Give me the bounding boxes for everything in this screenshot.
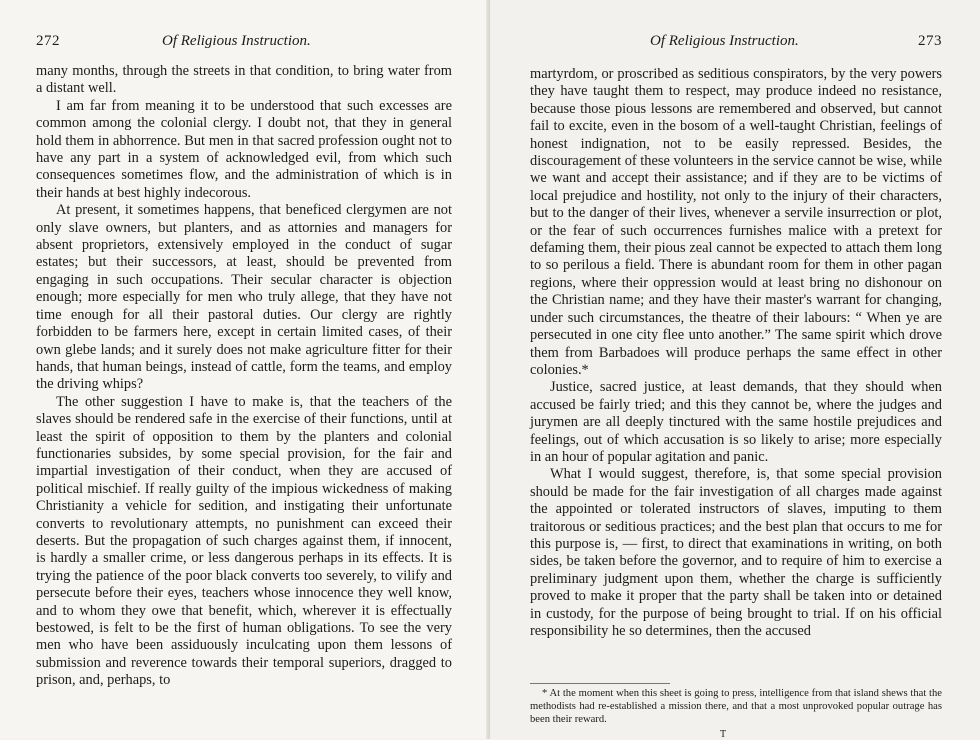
page-number: 272 [36, 33, 60, 49]
paragraph: Justice, sacred justice, at least demands, that they should when accused be fairly tried; and this they cannot be, where the judges and jurymen are all deeply tinctured with the same hostile prejudices and feelings, out of which accusation is so likely to arise; more especially in an hour of popular agitation and panic. [530, 379, 942, 465]
paragraph: The other suggestion I have to make is, that the teachers of the slaves should be rendered safe in the exercise of their functions, until at least the spirit of opposition to them by the planters and colonial functionaries subsides, by some special provision, for the fair and impartial investigation of their conduct, when they are accused of political mischief. If really guilty of the impious wickedness of making Christianity a vehicle for sedition, and instigating their unfortunate converts to revolutionary attempts, no punishment can exceed their deserts. But the propagation of such charges against them, if innocent, is hardly a smaller crime, or less dangerous perhaps in its effects. It is trying the patience of the poor black converts too severely, to vilify and persecute before their eyes, teachers whose innocence they well know, and to whom they owe that benefit, which, wherever it is effectually bestowed, is felt to be the first of human obligations. To see the very men who have been assiduously inculcating upon them lessons of submission and reverence towards their temporal superiors, dragged to prison, and, perhaps, to [36, 393, 452, 689]
right-page-header [530, 33, 942, 53]
paragraph: At present, it sometimes happens, that beneficed clergymen are not only slave owners, but planters, and as attornies and managers for absent proprietors, extensively employed in the conduct of sugar estates; but their successors, at least, should be prevented from engaging in such occupations. Their secular character is objection enough; more especially for men who truly allege, that they have not time enough for all their pastoral duties. Our clergy are rightly forbidden to be farmers here, except in certain limited cases, of their own glebe lands; and it surely does not make agriculture fitter for their hands, that human beings, instead of cattle, form the teams, and employ the driving whips? [36, 202, 452, 393]
signature-mark: T [720, 729, 727, 740]
paragraph: I am far from meaning it to be understood that such excesses are common among the colonial clergy. I doubt not, that they in general hold them in abhorrence. But men in that sacred profession ought not to have any part in a system of acknowledged evil, from which such consequences sometimes flow, and the administration of which is in their hands at best highly indecorous. [36, 97, 452, 201]
left-page-body [36, 63, 452, 690]
right-page [490, 0, 980, 739]
paragraph: What I would suggest, therefore, is, that some special provision should be made for the fair investigation of all charges made against the appointed or tolerated instructors of slaves, imputing to them traitorous or seditious practices; and the best plan that occurs to me for this purpose is, — first, to direct that examinations in writing, on both sides, be taken before the governor, and to require of him to exercise a preliminary judgment upon them, whether the charge is sufficiently proved to make it proper that the party shall be taken into or detained in custody, for the purpose of being brought to trial. If on his official responsibility he so determines, then the accused [530, 466, 942, 639]
running-head: Of Religious Instruction. [162, 33, 311, 49]
paragraph: many months, through the streets in that condition, to bring water from a distant well. [36, 63, 452, 97]
footnote-rule [530, 683, 670, 684]
right-page-body [530, 66, 942, 640]
left-page-header [36, 33, 452, 53]
footnote [530, 687, 942, 726]
paragraph: martyrdom, or proscribed as seditious conspirators, by the very powers they have taught them to respect, may produce indeed no resistance, because those pious lessons are remembered and observed, but cannot fail to excite, even in the bosom of a well-taught Christian, feelings of honest indignation, not to be easily repressed. Besides, the discouragement of these volunteers in the service cannot be wise, while we want and accept their assistance; and if they are to be victims of local prejudice and hostility, not only to the injury of their characters, but to the danger of their lives, whenever a servile insurrection or plot, or the fear of such occurrences furnishes malice with a pretext for defaming them, their pious zeal cannot be expected to attach them long to so perilous a field. There is abundant room for them in other pagan regions, where their oppression would at least bring no dishonour on the Christian name; and they have their master's warrant for changing, under such circumstances, the theatre of their labours: “ When ye are persecuted in one city flee unto another.” The same spirit which drove them from Barbadoes will produce perhaps the same effect in other colonies.* [530, 66, 942, 378]
running-head: Of Religious Instruction. [650, 33, 799, 49]
left-page [0, 0, 490, 739]
footnote-text: * At the moment when this sheet is going to press, intelligence from that island shews that the methodists had re-established a mission there, and that a most unprovoked popular outrage has been their reward. [530, 688, 942, 725]
page-number: 273 [918, 33, 942, 49]
